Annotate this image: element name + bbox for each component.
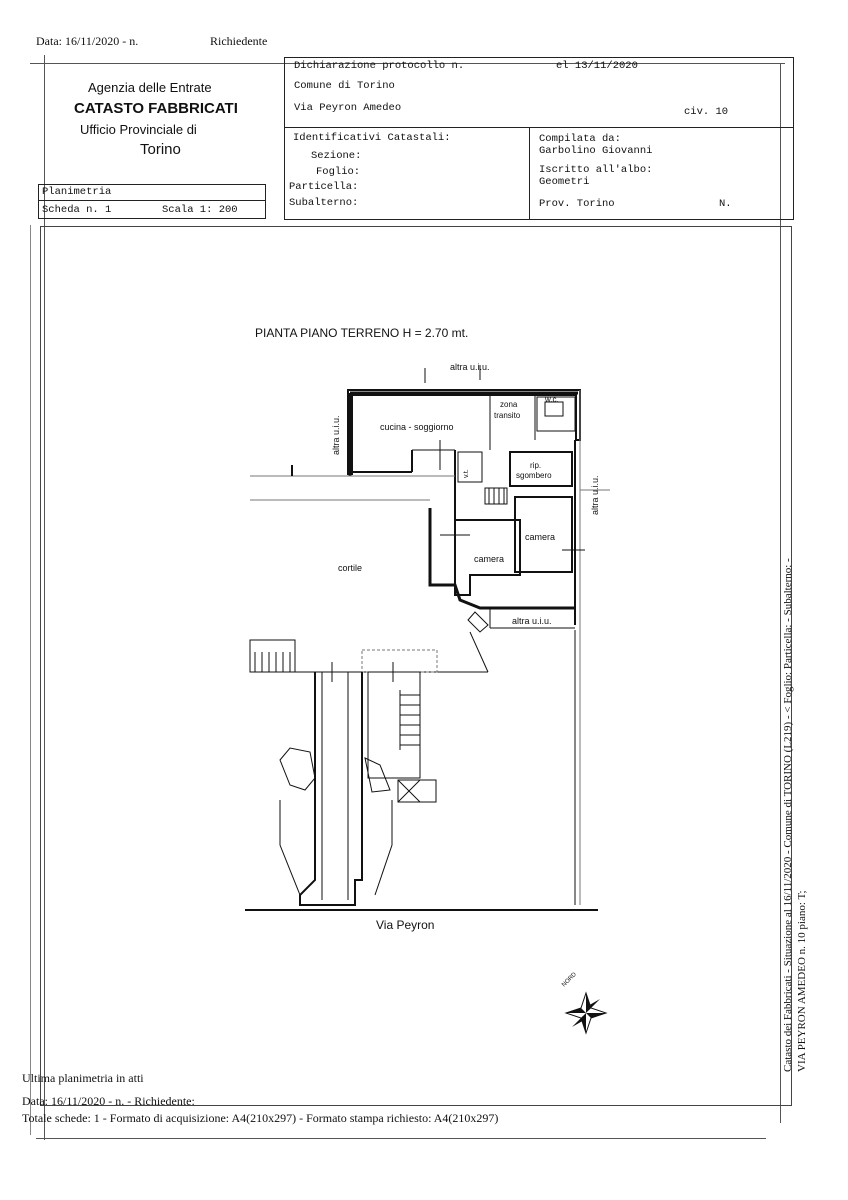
area-cortile: cortile <box>338 563 363 573</box>
room-camera-left: camera <box>474 554 505 564</box>
altra-uiu-left: altra u.i.u. <box>331 415 341 455</box>
vt-room <box>458 452 482 482</box>
spiral-stair-left <box>280 748 315 790</box>
scala-label: Scala 1: 200 <box>162 204 238 216</box>
altra-uiu-top: altra u.i.u. <box>450 362 490 372</box>
protocol-date: el 13/11/2020 <box>556 60 638 72</box>
room-rip-line1: rip. <box>530 461 542 470</box>
iscritto-label: Iscritto all'albo: <box>539 164 653 176</box>
ufficio-line: Ufficio Provinciale di <box>80 122 197 137</box>
passage-left <box>300 672 362 905</box>
footer-data: Data: 16/11/2020 - n. - Richiedente: <box>22 1094 195 1108</box>
street-label: Via Peyron <box>376 918 435 932</box>
civico: civ. 10 <box>684 106 729 118</box>
room-zona-line1: zona <box>500 400 518 409</box>
altra-uiu-right: altra u.i.u. <box>590 475 600 515</box>
spiral-stair-right <box>365 758 390 792</box>
room-rip-line2: sgombero <box>516 471 552 480</box>
prov-label: Prov. Torino <box>539 198 615 210</box>
room-wc: w.c. <box>545 395 559 404</box>
compilata-name: Garbolino Giovanni <box>539 145 653 157</box>
altra-uiu-bottom: altra u.i.u. <box>512 616 552 626</box>
wc-fixture <box>545 402 563 416</box>
particella-label: Particella: <box>289 181 359 193</box>
compilata-label: Compilata da: <box>539 133 621 145</box>
scheda-label: Scheda n. 1 <box>42 204 112 216</box>
north-compass-icon <box>561 971 606 1033</box>
stair-west <box>250 640 295 672</box>
footer-ultima: Ultima planimetria in atti <box>22 1071 144 1085</box>
room-zona-line2: transito <box>494 411 521 420</box>
foglio-label: Foglio: <box>316 166 361 178</box>
n-label: N. <box>719 198 732 210</box>
plan-title: PIANTA PIANO TERRENO H = 2.70 mt. <box>255 326 469 340</box>
room-camera-right: camera <box>525 532 556 542</box>
top-date: Data: 16/11/2020 - n. <box>36 34 139 48</box>
footer-totale: Totale schede: 1 - Formato di acquisizione: A4(210x297) - Formato stampa richiesto: A4(210x297) <box>22 1111 499 1125</box>
ident-title: Identificativi Catastali: <box>293 132 451 144</box>
room-vt: v.t. <box>463 469 470 478</box>
comune: Comune di Torino <box>294 80 395 92</box>
planimetria-title: Planimetria <box>42 186 112 198</box>
top-requester: Richiedente <box>210 34 268 48</box>
sezione-label: Sezione: <box>311 150 362 162</box>
side-note-line2: VIA PEYRON AMEDEO n. 10 piano: T; <box>796 890 808 1072</box>
albo-value: Geometri <box>539 176 590 188</box>
torino-line: Torino <box>140 141 181 158</box>
agency-name: Agenzia delle Entrate <box>88 80 212 95</box>
courtyard-south-diag <box>470 632 488 672</box>
room-cucina: cucina - soggiorno <box>380 422 454 432</box>
via: Via Peyron Amedeo <box>294 102 402 114</box>
protocol-label: Dichiarazione protocollo n. <box>294 60 465 72</box>
side-note-line1: Catasto dei Fabbricati - Situazione al 16/11/2020 - Comune di TORINO (L219) - < Foglio: Particella: - Subalterno: - <box>782 558 794 1072</box>
svg-text:NORD: NORD <box>561 971 578 989</box>
catasto-title: CATASTO FABBRICATI <box>74 100 238 117</box>
bay-window <box>468 612 488 632</box>
subalterno-label: Subalterno: <box>289 197 359 209</box>
